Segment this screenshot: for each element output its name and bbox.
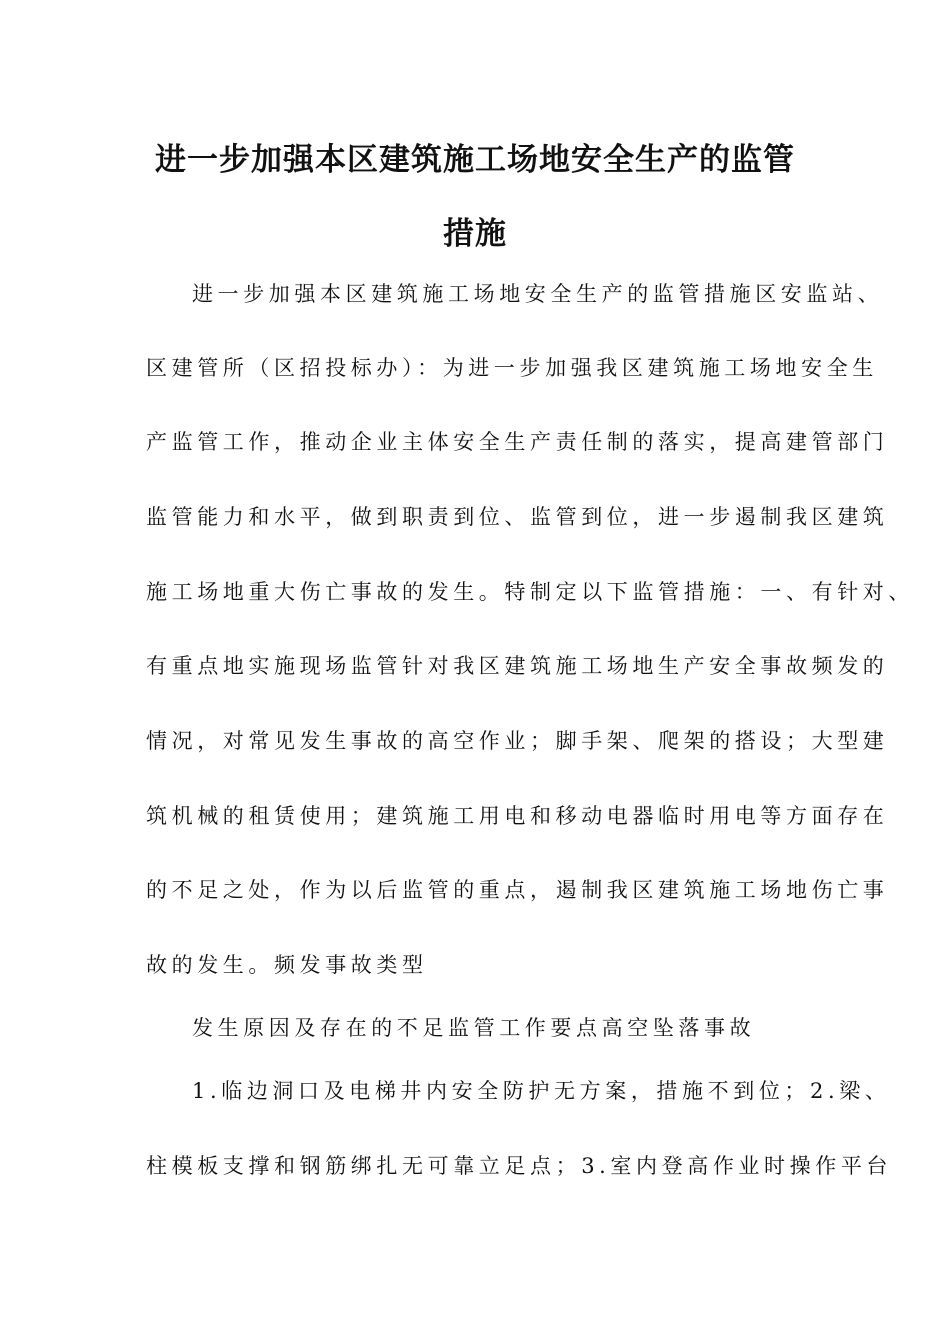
body-line-2: 区建管所（区招投标办）：为进一步加强我区建筑施工场地安全生 xyxy=(146,356,878,380)
document-title-line-2: 措施 xyxy=(443,216,507,252)
body-line-7: 情况，对常见发生事故的高空作业；脚手架、爬架的搭设；大型建 xyxy=(146,729,889,753)
body-line-3: 产监管工作，推动企业主体安全生产责任制的落实，提高建管部门 xyxy=(146,430,889,454)
body-line-12: 1.临边洞口及电梯井内安全防护无方案，措施不到位；2.梁、 xyxy=(192,1079,891,1103)
body-line-5: 施工场地重大伤亡事故的发生。特制定以下监管措施：一、有针对、 xyxy=(146,580,914,604)
document-title-line-1: 进一步加强本区建筑施工场地安全生产的监管 xyxy=(155,142,795,178)
body-line-8: 筑机械的租赁使用；建筑施工用电和移动电器临时用电等方面存在 xyxy=(146,804,889,828)
body-line-10: 故的发生。频发事故类型 xyxy=(146,953,428,977)
body-line-6: 有重点地实施现场监管针对我区建筑施工场地生产安全事故频发的 xyxy=(146,654,889,678)
body-line-1: 进一步加强本区建筑施工场地安全生产的监管措施区安监站、 xyxy=(192,282,884,306)
body-line-13: 柱模板支撑和钢筋绑扎无可靠立足点；3.室内登高作业时操作平台 xyxy=(146,1154,893,1178)
body-line-9: 的不足之处，作为以后监管的重点，遏制我区建筑施工场地伤亡事 xyxy=(146,878,889,902)
body-line-11: 发生原因及存在的不足监管工作要点高空坠落事故 xyxy=(192,1016,756,1040)
body-line-4: 监管能力和水平，做到职责到位、监管到位，进一步遏制我区建筑 xyxy=(146,505,889,529)
